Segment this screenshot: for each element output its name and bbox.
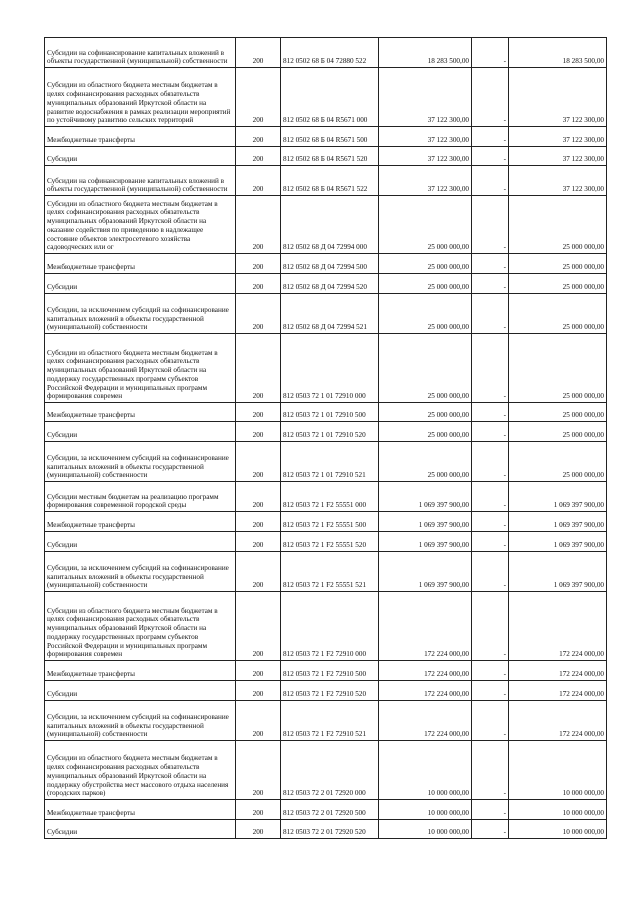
row-remaining-amount: 172 224 000,00 bbox=[509, 592, 607, 661]
row-approved-amount: 172 224 000,00 bbox=[379, 681, 472, 701]
row-admin-code: 200 bbox=[236, 68, 281, 127]
row-executed-amount: - bbox=[472, 254, 509, 274]
row-approved-amount: 25 000 000,00 bbox=[379, 274, 472, 294]
row-approved-amount: 172 224 000,00 bbox=[379, 701, 472, 741]
row-admin-code: 200 bbox=[236, 274, 281, 294]
row-remaining-amount: 25 000 000,00 bbox=[509, 196, 607, 254]
row-admin-code: 200 bbox=[236, 681, 281, 701]
row-name: Субсидии местным бюджетам на реализацию программ формирования современной городской среды bbox=[45, 482, 236, 512]
row-remaining-amount: 10 000 000,00 bbox=[509, 820, 607, 839]
table-row bbox=[45, 532, 607, 552]
row-executed-amount: - bbox=[472, 661, 509, 681]
row-classification-code: 812 0503 72 1 01 72910 000 bbox=[281, 334, 379, 403]
row-remaining-amount: 1 069 397 900,00 bbox=[509, 532, 607, 552]
row-admin-code: 200 bbox=[236, 254, 281, 274]
row-classification-code: 812 0503 72 2 01 72920 500 bbox=[281, 800, 379, 820]
budget-table bbox=[44, 37, 607, 839]
row-approved-amount: 172 224 000,00 bbox=[379, 661, 472, 681]
row-classification-code: 812 0502 68 Д 04 72994 520 bbox=[281, 274, 379, 294]
row-name: Субсидии, за исключением субсидий на софинансирование капитальных вложений в объекты государственной (муниципальной) собственности bbox=[45, 294, 236, 334]
row-name: Межбюджетные трансферты bbox=[45, 127, 236, 147]
row-remaining-amount: 25 000 000,00 bbox=[509, 254, 607, 274]
row-executed-amount: - bbox=[472, 147, 509, 166]
table-row bbox=[45, 68, 607, 127]
row-admin-code: 200 bbox=[236, 661, 281, 681]
row-admin-code: 200 bbox=[236, 532, 281, 552]
row-executed-amount: - bbox=[472, 196, 509, 254]
row-approved-amount: 172 224 000,00 bbox=[379, 592, 472, 661]
row-remaining-amount: 1 069 397 900,00 bbox=[509, 482, 607, 512]
row-classification-code: 812 0503 72 2 01 72920 520 bbox=[281, 820, 379, 839]
table-row bbox=[45, 334, 607, 403]
row-executed-amount: - bbox=[472, 741, 509, 800]
row-executed-amount: - bbox=[472, 482, 509, 512]
row-classification-code: 812 0503 72 1 01 72910 521 bbox=[281, 442, 379, 482]
row-executed-amount: - bbox=[472, 820, 509, 839]
row-executed-amount: - bbox=[472, 442, 509, 482]
row-name: Субсидии, за исключением субсидий на софинансирование капитальных вложений в объекты государственной (муниципальной) собственности bbox=[45, 701, 236, 741]
row-remaining-amount: 10 000 000,00 bbox=[509, 741, 607, 800]
row-name: Субсидии из областного бюджета местным бюджетам в целях софинансирования расходных обязательств муниципальных образований Иркутской области на поддержку государственных программ субъектов Российской Федерации и муниципальных программ формирования современ bbox=[45, 592, 236, 661]
row-executed-amount: - bbox=[472, 403, 509, 422]
row-name: Межбюджетные трансферты bbox=[45, 403, 236, 422]
table-row bbox=[45, 512, 607, 532]
table-row bbox=[45, 800, 607, 820]
row-admin-code: 200 bbox=[236, 334, 281, 403]
row-approved-amount: 37 122 300,00 bbox=[379, 127, 472, 147]
row-classification-code: 812 0502 68 Б 04 R5671 500 bbox=[281, 127, 379, 147]
row-admin-code: 200 bbox=[236, 741, 281, 800]
table-row bbox=[45, 552, 607, 592]
row-approved-amount: 10 000 000,00 bbox=[379, 800, 472, 820]
row-admin-code: 200 bbox=[236, 422, 281, 442]
row-name: Субсидии на софинансирование капитальных вложений в объекты государственной (муниципальной) собственности bbox=[45, 166, 236, 196]
row-admin-code: 200 bbox=[236, 800, 281, 820]
row-remaining-amount: 1 069 397 900,00 bbox=[509, 552, 607, 592]
row-name: Межбюджетные трансферты bbox=[45, 512, 236, 532]
row-admin-code: 200 bbox=[236, 552, 281, 592]
row-approved-amount: 1 069 397 900,00 bbox=[379, 532, 472, 552]
table-row bbox=[45, 482, 607, 512]
budget-table-body bbox=[45, 38, 607, 839]
table-row bbox=[45, 127, 607, 147]
row-name: Субсидии bbox=[45, 820, 236, 839]
row-classification-code: 812 0503 72 1 F2 55551 000 bbox=[281, 482, 379, 512]
table-row bbox=[45, 38, 607, 68]
row-classification-code: 812 0502 68 Б 04 72880 522 bbox=[281, 38, 379, 68]
row-remaining-amount: 37 122 300,00 bbox=[509, 147, 607, 166]
row-admin-code: 200 bbox=[236, 127, 281, 147]
row-executed-amount: - bbox=[472, 512, 509, 532]
table-row bbox=[45, 661, 607, 681]
row-name: Субсидии bbox=[45, 681, 236, 701]
table-row bbox=[45, 294, 607, 334]
row-name: Субсидии bbox=[45, 422, 236, 442]
row-approved-amount: 18 283 500,00 bbox=[379, 38, 472, 68]
row-remaining-amount: 10 000 000,00 bbox=[509, 800, 607, 820]
table-row bbox=[45, 442, 607, 482]
row-remaining-amount: 25 000 000,00 bbox=[509, 334, 607, 403]
row-admin-code: 200 bbox=[236, 701, 281, 741]
row-admin-code: 200 bbox=[236, 442, 281, 482]
row-remaining-amount: 172 224 000,00 bbox=[509, 701, 607, 741]
row-name: Субсидии, за исключением субсидий на софинансирование капитальных вложений в объекты государственной (муниципальной) собственности bbox=[45, 442, 236, 482]
row-admin-code: 200 bbox=[236, 147, 281, 166]
row-executed-amount: - bbox=[472, 532, 509, 552]
row-classification-code: 812 0502 68 Д 04 72994 500 bbox=[281, 254, 379, 274]
row-admin-code: 200 bbox=[236, 196, 281, 254]
row-classification-code: 812 0503 72 1 F2 55551 500 bbox=[281, 512, 379, 532]
row-name: Межбюджетные трансферты bbox=[45, 800, 236, 820]
row-name: Субсидии из областного бюджета местным бюджетам в целях софинансирования расходных обязательств муниципальных образований Иркутской области на поддержку обустройства мест массового отдыха населения (городских парков) bbox=[45, 741, 236, 800]
row-executed-amount: - bbox=[472, 681, 509, 701]
row-name: Субсидии из областного бюджета местным бюджетам в целях софинансирования расходных обязательств муниципальных образований Иркутской области на оказание содействия по приведению в надлежащее состояние объектов электросетевого хозяйства садоводческих или ог bbox=[45, 196, 236, 254]
table-row bbox=[45, 741, 607, 800]
row-executed-amount: - bbox=[472, 552, 509, 592]
row-remaining-amount: 25 000 000,00 bbox=[509, 422, 607, 442]
row-executed-amount: - bbox=[472, 294, 509, 334]
row-name: Субсидии bbox=[45, 147, 236, 166]
table-row bbox=[45, 147, 607, 166]
row-classification-code: 812 0503 72 1 F2 55551 520 bbox=[281, 532, 379, 552]
table-row bbox=[45, 254, 607, 274]
row-remaining-amount: 25 000 000,00 bbox=[509, 442, 607, 482]
row-approved-amount: 37 122 300,00 bbox=[379, 68, 472, 127]
table-row bbox=[45, 166, 607, 196]
row-name: Субсидии bbox=[45, 532, 236, 552]
table-row bbox=[45, 592, 607, 661]
row-admin-code: 200 bbox=[236, 482, 281, 512]
row-executed-amount: - bbox=[472, 334, 509, 403]
row-classification-code: 812 0502 68 Д 04 72994 000 bbox=[281, 196, 379, 254]
row-approved-amount: 25 000 000,00 bbox=[379, 294, 472, 334]
row-admin-code: 200 bbox=[236, 512, 281, 532]
row-name: Субсидии из областного бюджета местным бюджетам в целях софинансирования расходных обязательств муниципальных образований Иркутской области на поддержку государственных программ субъектов Российской Федерации и муниципальных программ формирования современ bbox=[45, 334, 236, 403]
row-classification-code: 812 0502 68 Д 04 72994 521 bbox=[281, 294, 379, 334]
table-row bbox=[45, 196, 607, 254]
row-executed-amount: - bbox=[472, 38, 509, 68]
row-classification-code: 812 0502 68 Б 04 R5671 522 bbox=[281, 166, 379, 196]
row-approved-amount: 25 000 000,00 bbox=[379, 442, 472, 482]
row-executed-amount: - bbox=[472, 274, 509, 294]
row-remaining-amount: 1 069 397 900,00 bbox=[509, 512, 607, 532]
row-approved-amount: 1 069 397 900,00 bbox=[379, 512, 472, 532]
row-name: Субсидии на софинансирование капитальных вложений в объекты государственной (муниципальной) собственности bbox=[45, 38, 236, 68]
row-classification-code: 812 0503 72 1 F2 72910 000 bbox=[281, 592, 379, 661]
row-approved-amount: 37 122 300,00 bbox=[379, 147, 472, 166]
row-classification-code: 812 0503 72 2 01 72920 000 bbox=[281, 741, 379, 800]
row-admin-code: 200 bbox=[236, 403, 281, 422]
row-executed-amount: - bbox=[472, 166, 509, 196]
row-approved-amount: 10 000 000,00 bbox=[379, 820, 472, 839]
row-classification-code: 812 0503 72 1 01 72910 500 bbox=[281, 403, 379, 422]
row-admin-code: 200 bbox=[236, 166, 281, 196]
row-approved-amount: 25 000 000,00 bbox=[379, 196, 472, 254]
row-approved-amount: 25 000 000,00 bbox=[379, 422, 472, 442]
row-name: Межбюджетные трансферты bbox=[45, 254, 236, 274]
row-classification-code: 812 0503 72 1 F2 72910 521 bbox=[281, 701, 379, 741]
row-name: Субсидии bbox=[45, 274, 236, 294]
table-row bbox=[45, 681, 607, 701]
row-classification-code: 812 0503 72 1 F2 55551 521 bbox=[281, 552, 379, 592]
table-row bbox=[45, 701, 607, 741]
row-approved-amount: 25 000 000,00 bbox=[379, 334, 472, 403]
row-remaining-amount: 37 122 300,00 bbox=[509, 68, 607, 127]
row-classification-code: 812 0503 72 1 01 72910 520 bbox=[281, 422, 379, 442]
document-page bbox=[44, 37, 606, 839]
row-admin-code: 200 bbox=[236, 592, 281, 661]
row-classification-code: 812 0502 68 Б 04 R5671 000 bbox=[281, 68, 379, 127]
row-name: Субсидии, за исключением субсидий на софинансирование капитальных вложений в объекты государственной (муниципальной) собственности bbox=[45, 552, 236, 592]
row-remaining-amount: 25 000 000,00 bbox=[509, 403, 607, 422]
row-classification-code: 812 0502 68 Б 04 R5671 520 bbox=[281, 147, 379, 166]
row-name: Межбюджетные трансферты bbox=[45, 661, 236, 681]
row-approved-amount: 10 000 000,00 bbox=[379, 741, 472, 800]
row-admin-code: 200 bbox=[236, 38, 281, 68]
row-executed-amount: - bbox=[472, 701, 509, 741]
row-remaining-amount: 25 000 000,00 bbox=[509, 294, 607, 334]
row-executed-amount: - bbox=[472, 592, 509, 661]
row-remaining-amount: 172 224 000,00 bbox=[509, 681, 607, 701]
row-remaining-amount: 37 122 300,00 bbox=[509, 166, 607, 196]
row-approved-amount: 25 000 000,00 bbox=[379, 403, 472, 422]
row-approved-amount: 37 122 300,00 bbox=[379, 166, 472, 196]
row-remaining-amount: 18 283 500,00 bbox=[509, 38, 607, 68]
row-remaining-amount: 37 122 300,00 bbox=[509, 127, 607, 147]
table-row bbox=[45, 274, 607, 294]
row-executed-amount: - bbox=[472, 422, 509, 442]
row-admin-code: 200 bbox=[236, 294, 281, 334]
row-admin-code: 200 bbox=[236, 820, 281, 839]
row-remaining-amount: 172 224 000,00 bbox=[509, 661, 607, 681]
row-classification-code: 812 0503 72 1 F2 72910 520 bbox=[281, 681, 379, 701]
row-approved-amount: 25 000 000,00 bbox=[379, 254, 472, 274]
table-row bbox=[45, 820, 607, 839]
table-row bbox=[45, 403, 607, 422]
row-executed-amount: - bbox=[472, 800, 509, 820]
row-approved-amount: 1 069 397 900,00 bbox=[379, 552, 472, 592]
row-executed-amount: - bbox=[472, 68, 509, 127]
table-row bbox=[45, 422, 607, 442]
row-classification-code: 812 0503 72 1 F2 72910 500 bbox=[281, 661, 379, 681]
row-executed-amount: - bbox=[472, 127, 509, 147]
row-name: Субсидии из областного бюджета местным бюджетам в целях софинансирования расходных обязательств муниципальных образований Иркутской области на развитие водоснабжения в рамках реализации мероприятий по устойчивому развитию сельских территорий bbox=[45, 68, 236, 127]
row-remaining-amount: 25 000 000,00 bbox=[509, 274, 607, 294]
row-approved-amount: 1 069 397 900,00 bbox=[379, 482, 472, 512]
